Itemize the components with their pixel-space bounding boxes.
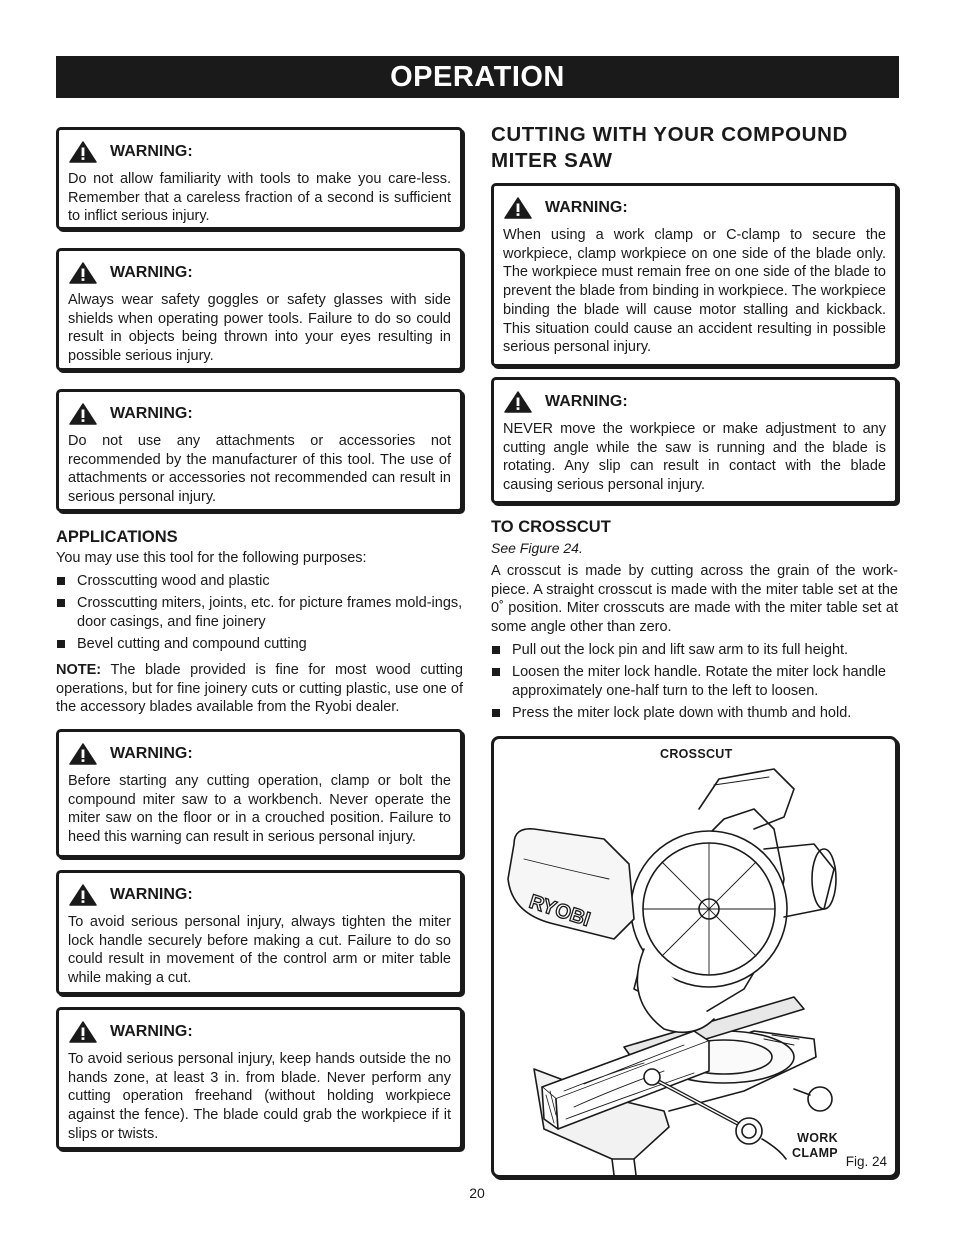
warning-box-clamp-workbench [56, 729, 463, 858]
note-label: NOTE: [56, 662, 102, 678]
warning-text: To avoid serious personal injury, keep hands outside the no hands zone, at least 3 in. from blade. Never perform any cutting operation freehand (without holding workpiece against the fence). The blade could grab the workpiece if it slips or twists. [68, 1051, 451, 1142]
list-item [56, 572, 463, 591]
bullet-square-icon [57, 640, 65, 648]
page-number: 20 [469, 1185, 485, 1201]
warning-triangle-icon [504, 391, 532, 413]
miter-saw-illustration [494, 739, 895, 1175]
warning-text: NEVER move the workpiece or make adjustment to any cutting angle while the saw is running and the blade is rotating. Any slip can result in contact with the blade causing serious personal injury. [503, 421, 886, 494]
warning-triangle-icon [504, 197, 532, 219]
list-item-text: Loosen the miter lock handle. Rotate the miter lock handle approximately one-half turn to the left to loosen. [512, 664, 886, 699]
callout-line: WORK [797, 1131, 838, 1145]
warning-text: Do not allow familiarity with tools to make you care-less. Remember that a careless fraction of a second is sufficient to inflict serious injury. [68, 171, 451, 225]
applications-note [56, 661, 463, 717]
warning-title: WARNING: [545, 199, 628, 216]
applications-heading: APPLICATIONS [56, 528, 178, 546]
crosscut-steps [491, 641, 898, 726]
list-item [491, 663, 898, 700]
warning-box-familiarity [56, 127, 463, 230]
applications-intro: You may use this tool for the following purposes: [56, 550, 367, 566]
bullet-square-icon [57, 577, 65, 585]
crosscut-description: A crosscut is made by cutting across the grain of the work-piece. A straight crosscut is made with the miter table set at the 0˚ position. Miter crosscuts are made with the miter table set at some angle other than zero. [491, 563, 898, 636]
callout-line: CLAMP [792, 1146, 838, 1160]
list-item-text: Pull out the lock pin and lift saw arm to its full height. [512, 642, 849, 658]
section-heading: CUTTING WITH YOUR COMPOUND MITER SAW [491, 123, 848, 172]
warning-box-goggles [56, 248, 463, 371]
list-item [491, 641, 898, 660]
list-item [56, 594, 463, 631]
warning-text: Before starting any cutting operation, clamp or bolt the compound miter saw to a workbench. Never operate the miter saw on the floor or in a crouched position. Failure to heed this warning can result in serious personal injury. [68, 773, 451, 846]
work-clamp-callout [792, 1131, 838, 1161]
warning-triangle-icon [69, 743, 97, 765]
warning-text: Do not use any attachments or accessories not recommended by the manufacturer of this tool. The use of attachments or accessories not recommended can result in serious personal injury. [68, 433, 451, 506]
list-item [56, 635, 463, 654]
list-item-text: Press the miter lock plate down with thumb and hold. [512, 705, 852, 722]
page-title-banner [56, 56, 899, 98]
figure-title: CROSSCUT [660, 747, 733, 761]
page-title: OPERATION [390, 61, 565, 93]
warning-text: When using a work clamp or C-clamp to secure the workpiece, clamp workpiece on one side of the blade only. The workpiece must remain free on one side of the blade to prevent the blade from binding in workpiece. The workpiece binding the blade will cause motor stalling and kickback. This situation could cause an accident resulting in possible serious personal injury. [503, 227, 886, 356]
ryobi-brand-text: RYOBI [526, 890, 593, 932]
warning-title: WARNING: [110, 886, 193, 903]
warning-title: WARNING: [110, 405, 193, 422]
warning-text: Always wear safety goggles or safety glasses with side shields when operating power tools. Failure to do so could result in objects being thrown into your eyes resulting in possible serious injury. [68, 292, 451, 365]
list-item [491, 704, 898, 723]
warning-title: WARNING: [110, 143, 193, 160]
warning-triangle-icon [69, 1021, 97, 1043]
warning-title: WARNING: [110, 745, 193, 762]
warning-title: WARNING: [545, 393, 628, 410]
list-item-text: Crosscutting wood and plastic [77, 573, 270, 589]
figure-24-box [491, 736, 898, 1178]
figure-caption: Fig. 24 [845, 1154, 887, 1169]
applications-list [56, 572, 463, 657]
warning-box-work-clamp [491, 183, 898, 367]
warning-box-hands-zone [56, 1007, 463, 1150]
bullet-square-icon [492, 668, 500, 676]
warning-text: To avoid serious personal injury, always tighten the miter lock handle securely before making a cut. Failure to do so could result in movement of the control arm or miter table while making a cut. [68, 914, 451, 987]
warning-box-miter-lock [56, 870, 463, 995]
bullet-square-icon [492, 646, 500, 654]
warning-box-never-move [491, 377, 898, 504]
warning-triangle-icon [69, 884, 97, 906]
crosscut-heading: TO CROSSCUT [491, 518, 611, 536]
warning-title: WARNING: [110, 264, 193, 281]
warning-box-attachments [56, 389, 463, 512]
see-figure-reference: See Figure 24. [491, 540, 583, 556]
bullet-square-icon [57, 599, 65, 607]
warning-triangle-icon [69, 403, 97, 425]
list-item-text: Crosscutting miters, joints, etc. for picture frames mold-ings, door casings, and fine joinery [77, 595, 463, 630]
warning-title: WARNING: [110, 1023, 193, 1040]
note-text: The blade provided is fine for most wood cutting operations, but for fine joinery cuts or cutting plastic, use one of the accessory blades available from the Ryobi dealer. [56, 662, 463, 716]
warning-triangle-icon [69, 141, 97, 163]
warning-triangle-icon [69, 262, 97, 284]
bullet-square-icon [492, 709, 500, 717]
list-item-text: Bevel cutting and compound cutting [77, 636, 307, 653]
